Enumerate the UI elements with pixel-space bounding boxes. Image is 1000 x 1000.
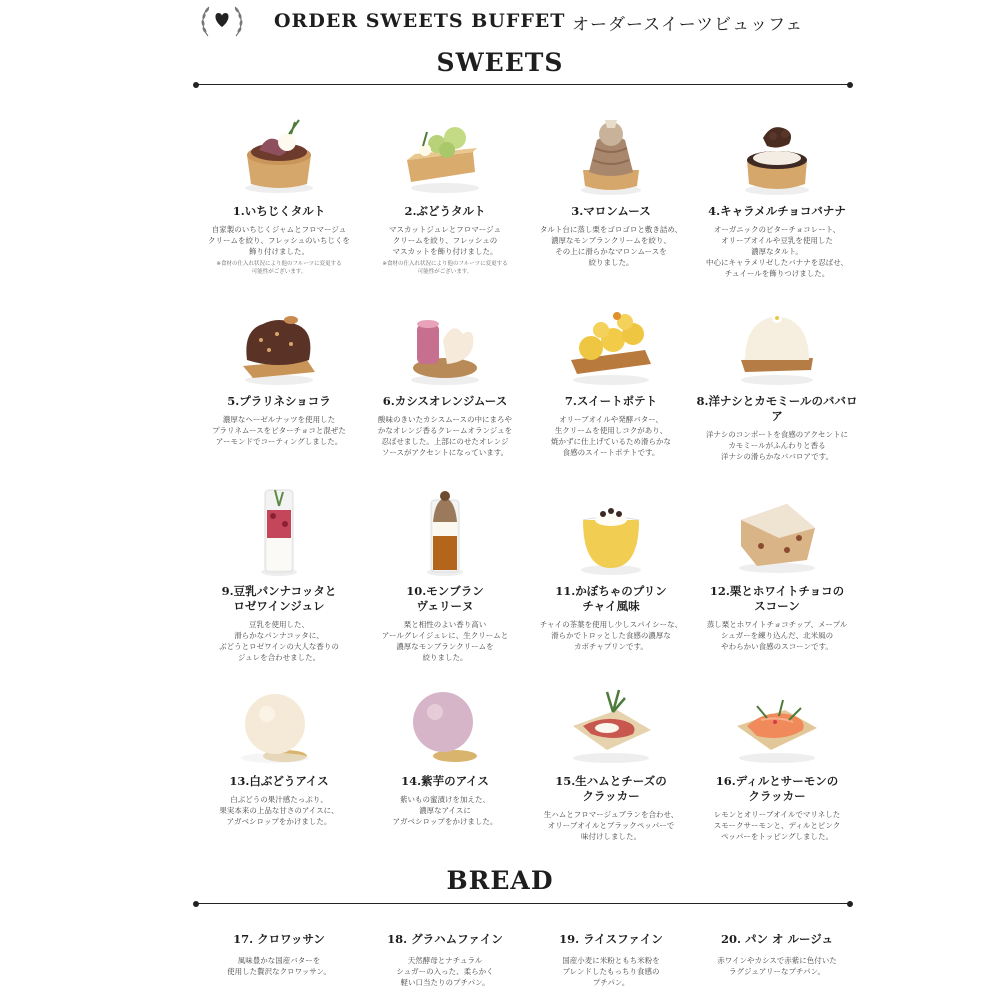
menu-item-name: 3.マロンムース — [571, 204, 651, 218]
bread-item-description: 国産小麦に米粉ともち米粉を ブレンドしたもっちり食感の プチパン。 — [562, 956, 660, 987]
bread-item-name: 18. グラハムファイン — [387, 932, 503, 946]
bread-item — [362, 928, 528, 988]
mont-blanc-verrine-photo — [395, 480, 495, 580]
menu-item-name: 4.キャラメルチョコバナナ — [708, 204, 846, 218]
menu-item-name: 5.プラリネショコラ — [227, 394, 331, 408]
menu-item-name: 10.モンブラン ヴェリーヌ — [406, 584, 484, 613]
marron-mousse-photo — [561, 100, 661, 200]
menu-item-name: 1.いちじくタルト — [232, 204, 326, 218]
menu-item-description: 酸味のきいたカシスムースの中にまろや かなオレンジ香るクレームオランジュを 忍ばせました。上部にのせたオレンジ ソースがアクセントになっています。 — [377, 415, 513, 457]
sweet-potato-photo — [561, 290, 661, 390]
page-title-jp: オーダースイーツビュッフェ — [572, 15, 804, 35]
ham-cheese-cracker-photo — [561, 670, 661, 770]
bread-item-name: 19. ライスファイン — [559, 932, 663, 946]
chestnut-scone-photo — [727, 480, 827, 580]
menu-item-name: 8.洋ナシとカモミールのババロア — [696, 394, 858, 423]
white-grape-ice-photo — [229, 670, 329, 770]
menu-item-name: 15.生ハムとチーズの クラッカー — [555, 774, 667, 803]
menu-item — [528, 662, 694, 858]
menu-item — [362, 282, 528, 472]
menu-item — [196, 282, 362, 472]
menu-item — [694, 472, 860, 662]
menu-item — [362, 92, 528, 282]
fig-tart-photo — [229, 100, 329, 200]
menu-item-name: 11.かぼちゃのプリン チャイ風味 — [555, 584, 667, 613]
menu-item — [362, 472, 528, 662]
menu-item — [694, 92, 860, 282]
menu-item — [196, 472, 362, 662]
menu-item-note: ※食材の仕入れ状況により他のフルーツに変更する 可能性がございます。 — [382, 261, 508, 275]
menu-item — [694, 282, 860, 472]
menu-item — [362, 662, 528, 858]
menu-item-description: 生ハムとフロマージュブランを合わせ、 オリーブオイルとブラックペッパーで 味付けしました。 — [543, 810, 679, 841]
menu-item-name: 9.豆乳パンナコッタと ロゼワインジュレ — [221, 584, 337, 613]
menu-item — [528, 92, 694, 282]
page-header — [0, 0, 1000, 44]
dill-salmon-cracker-photo — [727, 670, 827, 770]
bread-item-description: 天然酵母とナチュラル シュガーの入った、柔らかく 軽い口当たりのプチパン。 — [396, 956, 494, 987]
bread-item — [694, 928, 860, 988]
menu-item-description: 白ぶどうの果汁感たっぷり、 果実本来の上品な甘さのアイスに、 アガベシロップをかけました。 — [219, 795, 339, 826]
menu-item-name: 16.ディルとサーモンの クラッカー — [715, 774, 839, 803]
menu-item-description: オリーブオイルや発酵バター、 生クリームを使用しコクがあり、 焼かずに仕上げているため滑らかな 食感のスイートポテトです。 — [551, 415, 671, 457]
menu-item-description: チャイの茶葉を使用し少しスパイシーな、 滑らかでトロッとした食感の濃厚な カボチャプリンです。 — [539, 620, 683, 651]
menu-item-description: 紫いもの蜜漬けを加えた、 濃厚なアイスに アガベシロップをかけました。 — [392, 795, 498, 826]
grape-tart-photo — [395, 100, 495, 200]
cassis-orange-mousse-photo — [395, 290, 495, 390]
bread-item-name: 17. クロワッサン — [233, 932, 325, 946]
sweets-divider — [196, 84, 850, 85]
menu-item-name: 6.カシスオレンジムース — [382, 394, 508, 408]
pumpkin-pudding-photo — [561, 480, 661, 580]
menu-item-description: タルト台に蒸し栗をゴロゴロと敷き詰め、 濃厚なモンブランクリームを絞り、 その上に滑らかなマロンムースを 絞りました。 — [539, 225, 683, 267]
menu-item-name: 14.紫芋のアイス — [401, 774, 489, 788]
menu-item — [528, 282, 694, 472]
bread-grid — [196, 928, 860, 988]
purple-potato-ice-photo — [395, 670, 495, 770]
menu-item-description: 自家製のいちじくジャムとフロマージュ クリームを絞り、フレッシュのいちじくを 飾り付けました。 — [208, 225, 350, 256]
sweets-heading: SWEETS — [436, 48, 564, 77]
panna-cotta-jelly-photo — [229, 480, 329, 580]
bread-heading: BREAD — [446, 866, 554, 895]
menu-item-description: オーガニックのビターチョコレート、 オリーブオイルや豆乳を使用した 濃厚なタルト。 中心にキャラメリゼしたバナナを忍ばせ、 チュイールを飾りつけました。 — [706, 225, 848, 278]
menu-item — [196, 662, 362, 858]
page-title: ORDER SWEETS BUFFET — [274, 10, 566, 32]
menu-item-name: 7.スイートポテト — [564, 394, 658, 408]
bread-item — [196, 928, 362, 988]
menu-item-name: 2.ぶどうタルト — [404, 204, 486, 218]
bread-item-name: 20. パン オ ルージュ — [720, 932, 834, 946]
menu-item-description: 栗と相性のよい香り高い アールグレイジュレに、生クリームと 濃厚なモンブランクリームを 絞りました。 — [381, 620, 509, 662]
menu-item-description: レモンとオリーブオイルでマリネした スモークサーモンと、ディルとピンク ペッパーをトッピングしました。 — [713, 810, 841, 841]
caramel-choco-banana-photo — [727, 100, 827, 200]
menu-item-description: マスカットジュレとフロマージュ クリームを絞り、フレッシュの マスカットを飾り付けました。 — [389, 225, 501, 256]
menu-item-name: 12.栗とホワイトチョコの スコーン — [709, 584, 845, 613]
bread-item-description: 風味豊かな国産バターを 使用した贅沢なクロワッサン。 — [227, 956, 331, 976]
menu-item — [528, 472, 694, 662]
praline-chocolat-photo — [229, 290, 329, 390]
menu-item-name: 13.白ぶどうアイス — [229, 774, 329, 788]
menu-item — [694, 662, 860, 858]
pear-chamomile-bavarois-photo — [727, 290, 827, 390]
bread-item — [528, 928, 694, 988]
menu-item-description: 蒸し栗とホワイトチョコチップ、メープル シュガーを練り込んだ、北米風の やわらかい食感のスコーンです。 — [706, 620, 848, 651]
menu-item — [196, 92, 362, 282]
menu-item-description: 豆乳を使用した、 滑らかなパンナコッタに、 ぶどうとロゼワインの大人な香りの ジュレを合わせました。 — [219, 620, 339, 662]
menu-item-description: 濃厚なヘーゼルナッツを使用した プラリネムースをビターチョコと混ぜた アーモンドでコーティングしました。 — [212, 415, 346, 446]
menu-item-note: ※食材の仕入れ状況により他のフルーツに変更する 可能性がございます。 — [216, 261, 342, 275]
bread-divider — [196, 903, 850, 904]
menu-item-description: 洋ナシのコンポートを食感のアクセントに カモミールがふんわりと香る 洋ナシの滑らかなババロアです。 — [705, 430, 849, 461]
bread-item-description: 赤ワインやカシスで赤紫に色付いた ラグジュアリーなプチパン。 — [717, 956, 837, 976]
sweets-grid — [196, 92, 860, 858]
heart-wreath-logo — [196, 0, 248, 48]
heart-icon — [215, 13, 228, 27]
